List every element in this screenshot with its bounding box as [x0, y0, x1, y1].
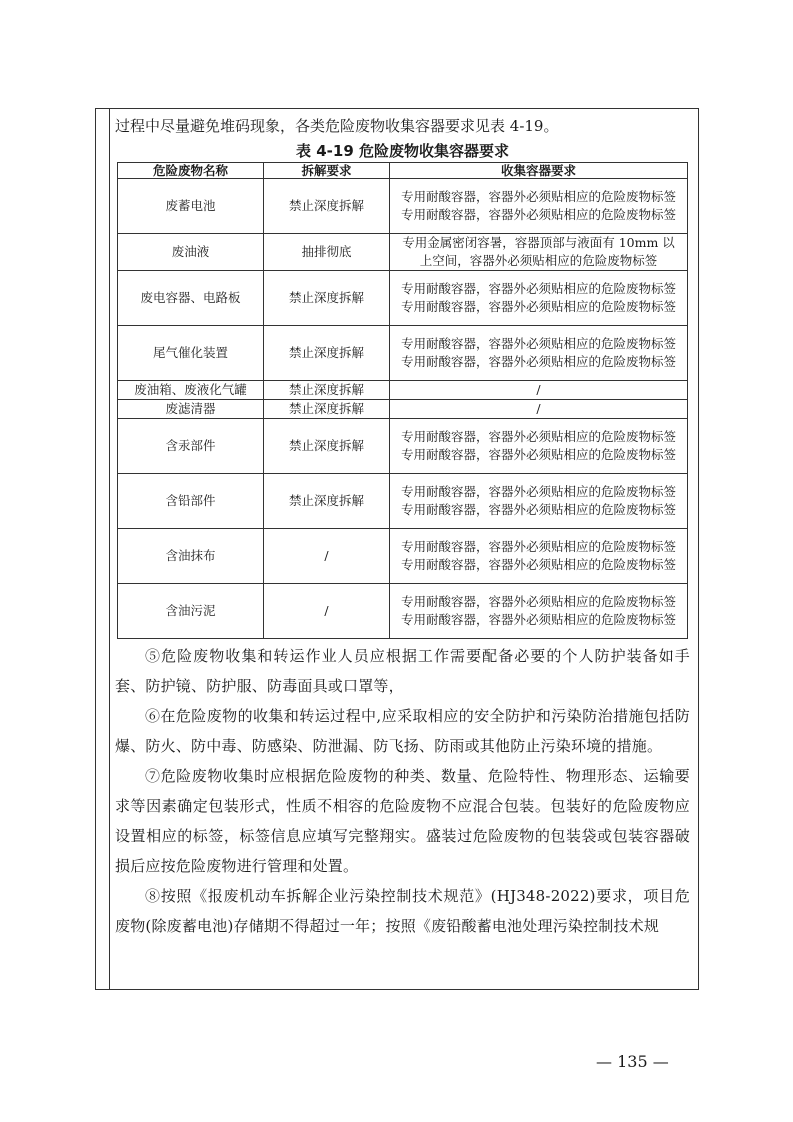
waste-name-cell: 尾气催化装置 [118, 326, 264, 381]
intro-text: 过程中尽量避免堆码现象，各类危险废物收集容器要求见表 4-19。 [115, 117, 559, 135]
table-row [118, 381, 688, 400]
container-requirement-cell: 专用耐酸容器，容器外必须贴相应的危险废物标签专用耐酸容器，容器外必须贴相应的危险废物标签 [390, 326, 688, 381]
table-row [118, 584, 688, 639]
frame-left-column [95, 108, 110, 990]
container-requirement-cell: 专用耐酸容器，容器外必须贴相应的危险废物标签专用耐酸容器，容器外必须贴相应的危险废物标签 [390, 179, 688, 234]
container-requirement-cell: / [390, 400, 688, 419]
table-row [118, 234, 688, 271]
page-number: — 135 — [596, 1052, 669, 1071]
dismantle-requirement-cell: / [264, 584, 390, 639]
container-requirement-cell: 专用耐酸容器，容器外必须贴相应的危险废物标签专用耐酸容器，容器外必须贴相应的危险废物标签 [390, 419, 688, 474]
paragraph: ⑤危险废物收集和转运作业人员应根据工作需要配备必要的个人防护装备如手套、防护镜、防护服、防毒面具或口罩等， [115, 647, 690, 695]
table-row [118, 529, 688, 584]
dismantle-requirement-cell: 禁止深度拆解 [264, 381, 390, 400]
dismantle-requirement-cell: 禁止深度拆解 [264, 179, 390, 234]
paragraph: ⑥在危险废物的收集和转运过程中,应采取相应的安全防护和污染防治措施包括防爆、防火、防中毒、防感染、防泄漏、防飞扬、防雨或其他防止污染环境的措施。 [115, 707, 690, 755]
container-requirement-cell: / [390, 381, 688, 400]
table-row [118, 271, 688, 326]
waste-name-cell: 含汞部件 [118, 419, 264, 474]
hazardous-waste-table [117, 162, 688, 639]
dismantle-requirement-cell: 抽排彻底 [264, 234, 390, 271]
dismantle-requirement-cell: 禁止深度拆解 [264, 474, 390, 529]
waste-name-cell: 废油液 [118, 234, 264, 271]
dismantle-requirement-cell: / [264, 529, 390, 584]
waste-name-cell: 废电容器、电路板 [118, 271, 264, 326]
header-waste-name: 危险废物名称 [118, 163, 264, 179]
table-row [118, 419, 688, 474]
table-body [118, 179, 688, 639]
header-container-requirement: 收集容器要求 [390, 163, 688, 179]
container-requirement-cell: 专用耐酸容器，容器外必须贴相应的危险废物标签专用耐酸容器，容器外必须贴相应的危险废物标签 [390, 529, 688, 584]
container-requirement-cell: 专用金属密闭容暑，容器顶部与液面有 10mm 以上空间，容器外必须贴相应的危险废物标签 [390, 234, 688, 271]
dismantle-requirement-cell: 禁止深度拆解 [264, 271, 390, 326]
header-dismantle-requirement: 拆解要求 [264, 163, 390, 179]
paragraph: ⑦危险废物收集时应根据危险废物的种类、数量、危险特性、物理形态、运输要求等因素确定包装形式，性质不相容的危险废物不应混合包装。包装好的危险废物应设置相应的标签，标签信息应填写完整翔实。盛装过危险废物的包装袋或包装容器破损后应按危险废物进行管理和处置。 [115, 767, 690, 875]
table-row [118, 179, 688, 234]
waste-name-cell: 含油抹布 [118, 529, 264, 584]
page-content [115, 108, 690, 941]
table-title: 表 4-19 危险废物收集容器要求 [296, 142, 509, 160]
waste-name-cell: 含铅部件 [118, 474, 264, 529]
waste-name-cell: 废油箱、废液化气罐 [118, 381, 264, 400]
container-requirement-cell: 专用耐酸容器，容器外必须贴相应的危险废物标签专用耐酸容器，容器外必须贴相应的危险废物标签 [390, 271, 688, 326]
container-requirement-cell: 专用耐酸容器，容器外必须贴相应的危险废物标签专用耐酸容器，容器外必须贴相应的危险废物标签 [390, 474, 688, 529]
table-row [118, 474, 688, 529]
body-paragraphs [115, 641, 690, 941]
paragraph: ⑧按照《报废机动车拆解企业污染控制技术规范》(HJ348-2022)要求，项目危废物(除废蓄电池)存储期不得超过一年；按照《废铅酸蓄电池处理污染控制技术规 [115, 887, 690, 935]
dismantle-requirement-cell: 禁止深度拆解 [264, 419, 390, 474]
table-row [118, 400, 688, 419]
container-requirement-cell: 专用耐酸容器，容器外必须贴相应的危险废物标签专用耐酸容器，容器外必须贴相应的危险废物标签 [390, 584, 688, 639]
waste-name-cell: 废蓄电池 [118, 179, 264, 234]
waste-name-cell: 含油污泥 [118, 584, 264, 639]
dismantle-requirement-cell: 禁止深度拆解 [264, 400, 390, 419]
waste-name-cell: 废滤清器 [118, 400, 264, 419]
table-header-row [118, 163, 688, 179]
dismantle-requirement-cell: 禁止深度拆解 [264, 326, 390, 381]
table-row [118, 326, 688, 381]
